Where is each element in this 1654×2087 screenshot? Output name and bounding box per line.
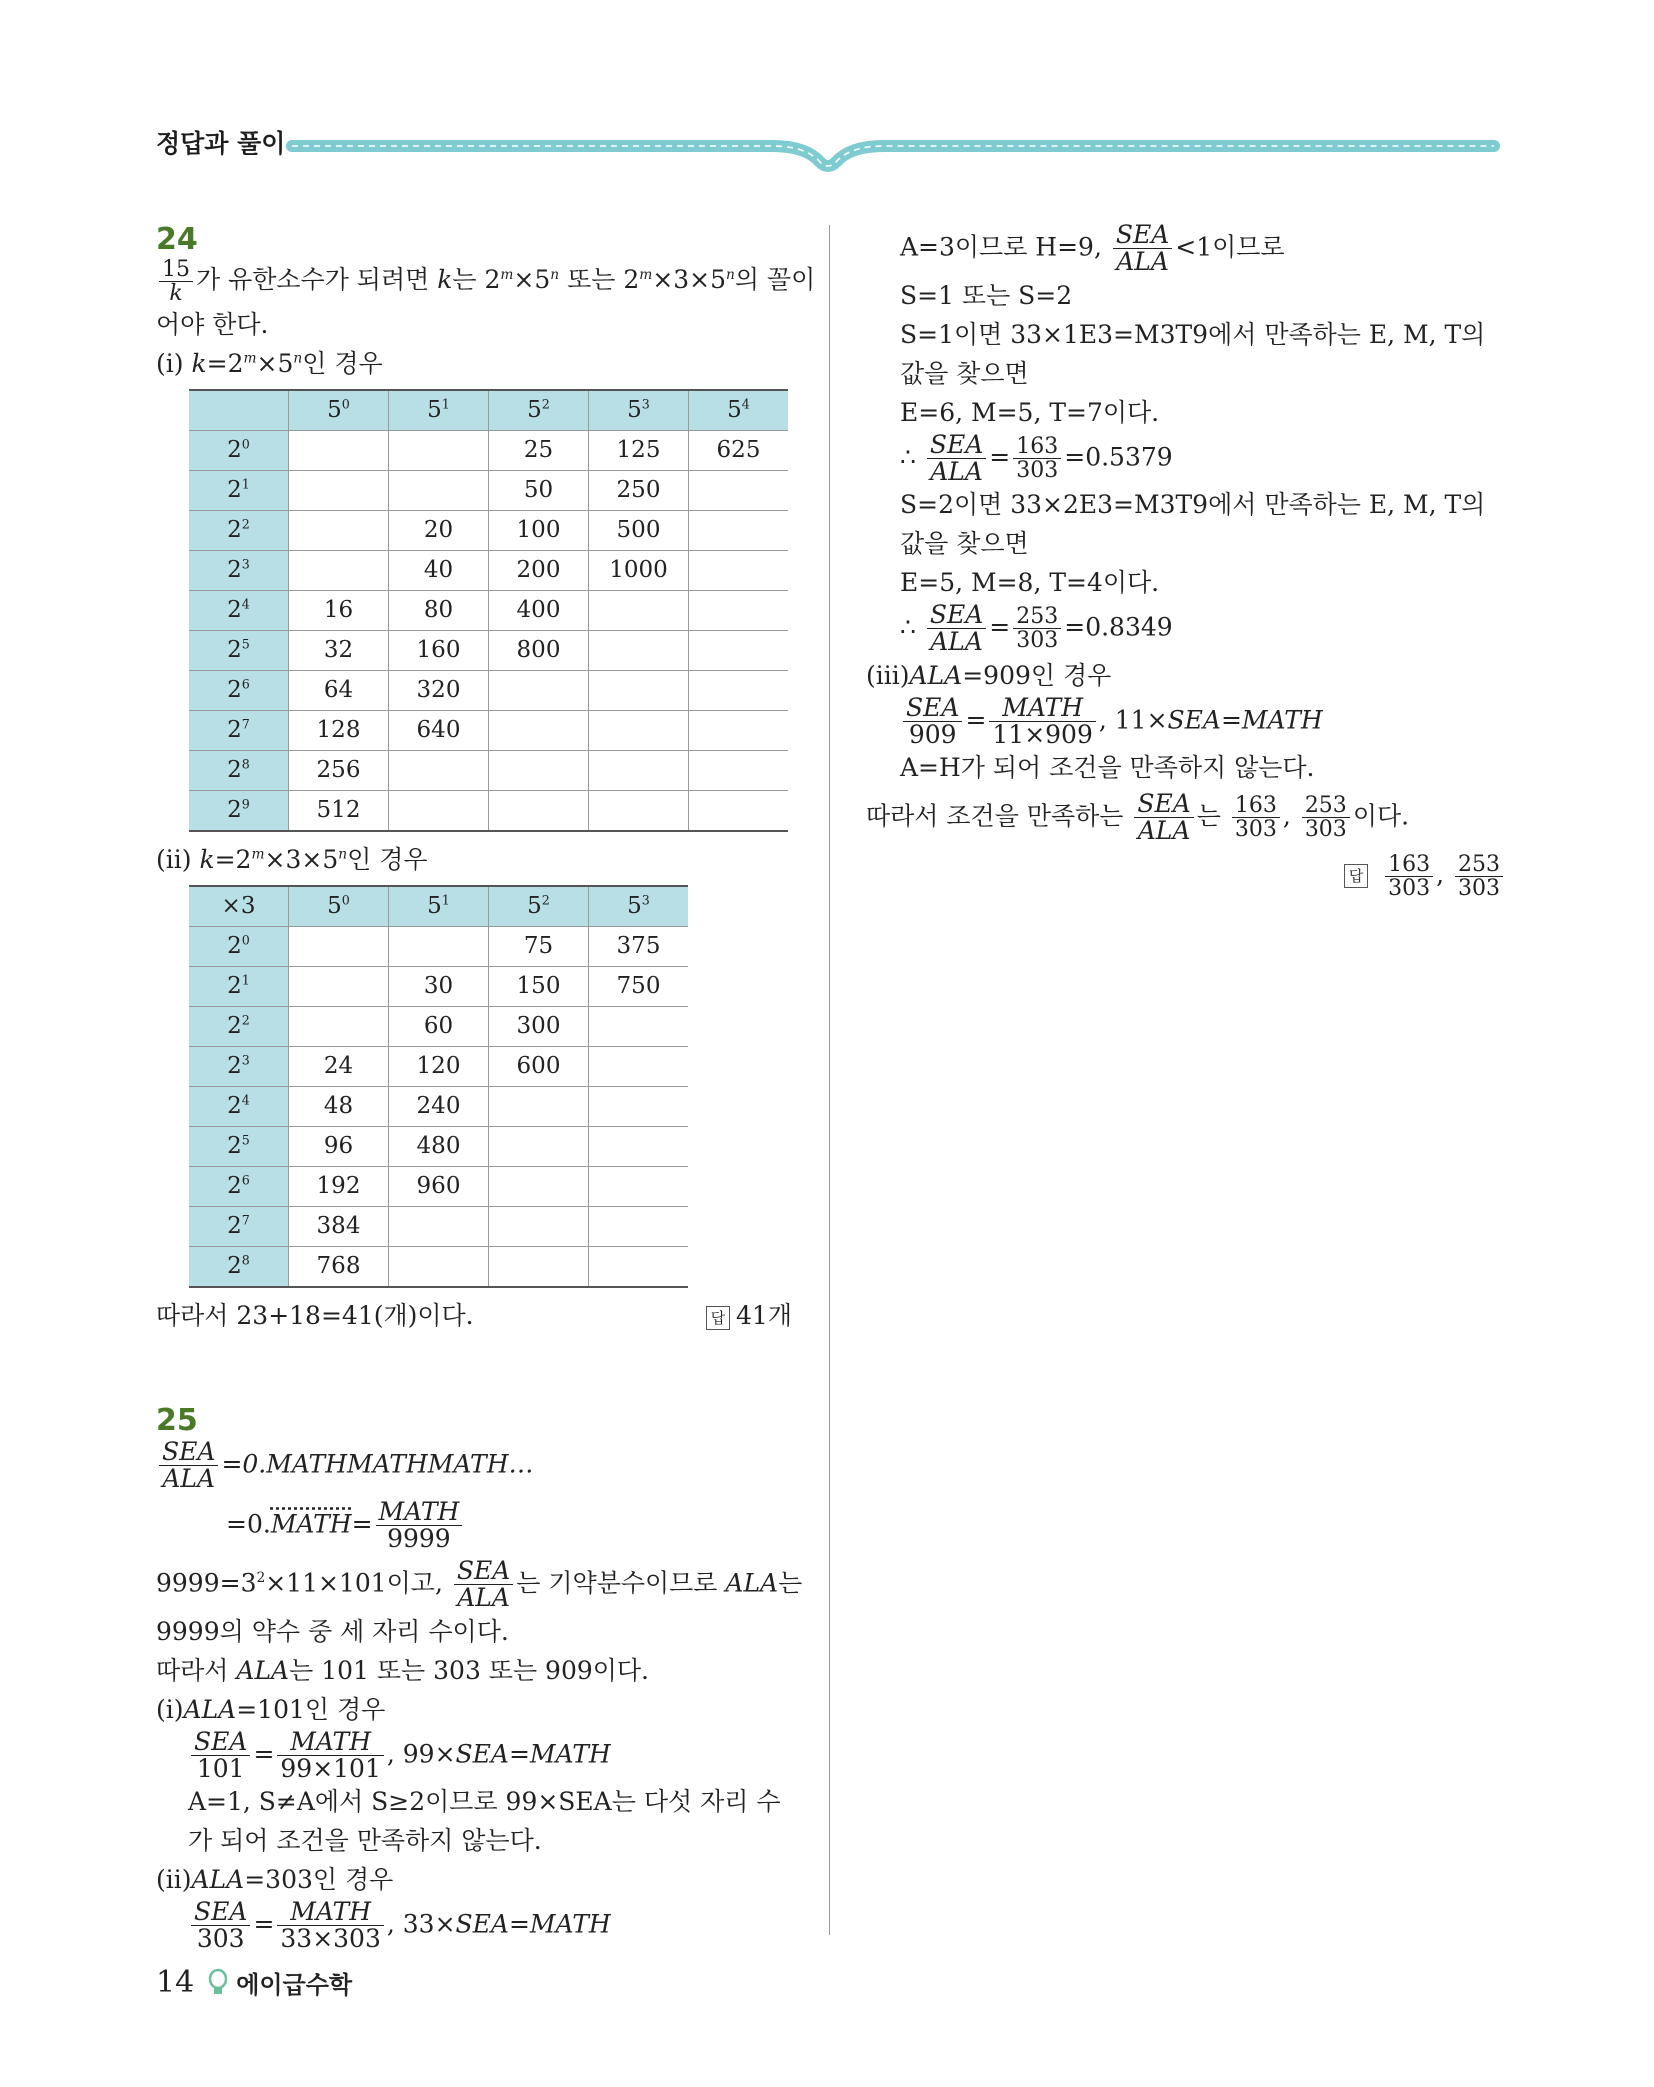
table-row <box>189 1047 688 1087</box>
table-cell <box>589 1207 689 1247</box>
q25-answer: 답 $\frac{163}{303}$ , $\frac{253}{303}$ <box>866 853 1506 900</box>
header-ribbon <box>0 120 1654 180</box>
table-cell <box>589 671 689 711</box>
table-cell: 128 <box>289 711 389 751</box>
q24-case1-heading: (ⅰ) $k=2^m\times 5^n$인 경우 <box>156 349 383 379</box>
table-cell <box>689 551 789 591</box>
table-cell: 768 <box>289 1247 389 1288</box>
table-row <box>189 551 788 591</box>
table-cell <box>489 1207 589 1247</box>
table-cell <box>589 1247 689 1288</box>
table-row-header: $2^6$ <box>189 1167 289 1207</box>
q25-line5: 따라서 ALA는 101 또는 303 또는 909이다. <box>156 1655 650 1685</box>
table-cell <box>289 431 389 471</box>
table-cell: 250 <box>589 471 689 511</box>
q24-case2-heading: (ⅱ) $k=2^m\times 3\times 5^n$인 경우 <box>156 845 428 875</box>
table-cell: 375 <box>589 927 689 967</box>
q25-eq1: $\frac{\text{SEA}}{\text{ALA}}$ =0.MATHMATHMATH… <box>156 1439 792 1493</box>
table-cell <box>689 591 789 631</box>
q24-table-case2 <box>189 885 688 1288</box>
q24-intro-line1: $\frac{15}{k}$ 가 유한소수가 되려면 k는 $2^m\times 5^n$ 또는 $2^m\times 3\times 5^n$의 꼴이 <box>156 258 792 305</box>
r-line10: ∴ $\frac{\text{SEA}}{\text{ALA}}$ = $\frac{253}{303}$ =0.8349 <box>900 600 1173 657</box>
q25-case1-line3: A=1, S≠A에서 S≥2이므로 99×SEA는 다섯 자리 수 <box>188 1787 781 1817</box>
r-line4: 값을 찾으면 <box>900 358 1029 388</box>
table-row-header: $2^0$ <box>189 431 289 471</box>
table-cell: 50 <box>489 471 589 511</box>
r-line3: S=1이면 33×1E3=M3T9에서 만족하는 E, M, T의 <box>900 319 1486 349</box>
table-cell <box>389 1207 489 1247</box>
r-line7: S=2이면 33×2E3=M3T9에서 만족하는 E, M, T의 <box>900 490 1486 519</box>
table-cell <box>689 631 789 671</box>
table-col-header: $5^2$ <box>489 390 589 431</box>
table-header-row <box>189 886 688 927</box>
table-row-header: $2^0$ <box>189 927 289 967</box>
table-cell: 25 <box>489 431 589 471</box>
table-row <box>189 927 688 967</box>
table-row-header: $2^4$ <box>189 591 289 631</box>
table-cell <box>589 1007 689 1047</box>
answer-mark-icon: 답 <box>706 1306 730 1330</box>
table-cell <box>289 927 389 967</box>
table-cell: 512 <box>289 791 389 832</box>
table-corner-cell: ×3 <box>189 886 289 927</box>
lightbulb-icon <box>208 1968 228 1998</box>
r-case3-heading: (ⅲ)ALA=909인 경우 <box>866 660 1112 690</box>
table-row <box>189 671 788 711</box>
table-cell <box>689 711 789 751</box>
table-row-header: $2^5$ <box>189 1127 289 1167</box>
table-cell: 30 <box>389 967 489 1007</box>
table-row <box>189 431 788 471</box>
answer-mark-icon: 답 <box>1344 864 1368 888</box>
r-line9: E=5, M=8, T=4이다. <box>900 568 1160 597</box>
table-cell <box>389 471 489 511</box>
table-cell <box>589 1167 689 1207</box>
table-row <box>189 1087 688 1127</box>
table-cell <box>389 751 489 791</box>
table-cell <box>289 551 389 591</box>
table-cell <box>689 671 789 711</box>
table-corner-cell <box>189 390 289 431</box>
table-row <box>189 1167 688 1207</box>
table-cell <box>489 1127 589 1167</box>
table-cell: 125 <box>589 431 689 471</box>
table-cell: 48 <box>289 1087 389 1127</box>
right-column <box>866 222 1506 900</box>
table-header-row <box>189 390 788 431</box>
table-row <box>189 1207 688 1247</box>
table-cell: 80 <box>389 591 489 631</box>
q25-case2-heading: (ⅱ)ALA=303인 경우 <box>156 1865 394 1895</box>
brand-logo-text: 에이급수학 <box>236 1971 353 1999</box>
r-line6: ∴ $\frac{\text{SEA}}{\text{ALA}}$ = $\frac{163}{303}$ =0.5379 <box>900 429 1173 486</box>
table-cell <box>389 927 489 967</box>
r-line13: 따라서 조건을 만족하는 $\frac{\text{SEA}}{\text{ALA}}$ 는 $\frac{163}{303}$ , $\frac{253}{303}$ 이다. <box>866 789 1410 846</box>
table-cell <box>689 751 789 791</box>
table-col-header: $5^1$ <box>389 886 489 927</box>
table-cell: 192 <box>289 1167 389 1207</box>
table-row <box>189 1127 688 1167</box>
question-number-25: 25 <box>156 1403 198 1439</box>
table-col-header: $5^0$ <box>289 390 389 431</box>
table-col-header: $5^2$ <box>489 886 589 927</box>
table-cell: 1000 <box>589 551 689 591</box>
table-row-header: $2^3$ <box>189 1047 289 1087</box>
r-line1: A=3이므로 H=9, $\frac{\text{SEA}}{\text{ALA}}$ <1이므로 <box>900 220 1285 277</box>
table-col-header: $5^4$ <box>689 390 789 431</box>
table-cell: 32 <box>289 631 389 671</box>
table-cell <box>589 1127 689 1167</box>
table-cell <box>489 751 589 791</box>
table-cell <box>589 711 689 751</box>
table-cell <box>589 1087 689 1127</box>
page-header-title: 정답과 풀이 <box>156 129 286 158</box>
table-cell: 64 <box>289 671 389 711</box>
fraction-15-over-k: $\frac{15}{k}$ <box>159 258 193 305</box>
table-row <box>189 967 688 1007</box>
left-column <box>156 222 816 1954</box>
table-cell <box>589 631 689 671</box>
r-line2: S=1 또는 S=2 <box>900 280 1073 310</box>
table-row-header: $2^3$ <box>189 551 289 591</box>
table-row-header: $2^1$ <box>189 967 289 1007</box>
table-cell: 600 <box>489 1047 589 1087</box>
table-cell: 320 <box>389 671 489 711</box>
table-cell <box>389 791 489 832</box>
table-cell <box>689 471 789 511</box>
r-line8: 값을 찾으면 <box>900 529 1029 558</box>
table-row-header: $2^8$ <box>189 1247 289 1288</box>
table-cell <box>489 1087 589 1127</box>
table-cell: 200 <box>489 551 589 591</box>
q25-case1-heading: (ⅰ)ALA=101인 경우 <box>156 1694 386 1724</box>
r-line5: E=6, M=5, T=7이다. <box>900 397 1160 427</box>
table-cell <box>289 471 389 511</box>
table-row <box>189 591 788 631</box>
table-col-header: $5^3$ <box>589 390 689 431</box>
table-cell <box>489 671 589 711</box>
table-col-header: $5^1$ <box>389 390 489 431</box>
table-cell <box>489 711 589 751</box>
table-row-header: $2^5$ <box>189 631 289 671</box>
q25-case2-eq: $\frac{\text{SEA}}{303}$ = $\frac{\text{MATH}}{33\times 303}$ , 33×SEA=MATH <box>156 1899 792 1953</box>
table-cell: 100 <box>489 511 589 551</box>
table-row-header: $2^7$ <box>189 711 289 751</box>
table-cell: 384 <box>289 1207 389 1247</box>
table-row <box>189 1247 688 1288</box>
q25-case1-line4: 가 되어 조건을 만족하지 않는다. <box>188 1826 542 1856</box>
table-cell <box>589 791 689 832</box>
table-cell: 500 <box>589 511 689 551</box>
table-cell <box>389 1247 489 1288</box>
table-cell: 640 <box>389 711 489 751</box>
r-case3-eq: $\frac{\text{SEA}}{909}$ = $\frac{\text{MATH}}{11\times 909}$ , 11×SEA=MATH <box>866 695 1506 749</box>
table-cell: 160 <box>389 631 489 671</box>
page-number: 14 <box>156 1965 195 2000</box>
table-row <box>189 471 788 511</box>
table-row-header: $2^9$ <box>189 791 289 832</box>
q24-intro-line2: 어야 한다. <box>156 310 269 340</box>
q25-line4: 9999의 약수 중 세 자리 수이다. <box>156 1616 509 1646</box>
table-cell: 60 <box>389 1007 489 1047</box>
table-cell: 960 <box>389 1167 489 1207</box>
table-row-header: $2^4$ <box>189 1087 289 1127</box>
table-row-header: $2^7$ <box>189 1207 289 1247</box>
table-cell <box>389 431 489 471</box>
table-cell <box>689 791 789 832</box>
table-row <box>189 791 788 832</box>
q25-eq2: =0.MATH= $\frac{\text{MATH}}{9999}$ <box>156 1499 792 1553</box>
table-cell <box>589 751 689 791</box>
table-cell <box>289 511 389 551</box>
table-row <box>189 751 788 791</box>
table-cell: 40 <box>389 551 489 591</box>
table-row-header: $2^2$ <box>189 511 289 551</box>
table-col-header: $5^0$ <box>289 886 389 927</box>
table-cell <box>589 591 689 631</box>
table-cell: 800 <box>489 631 589 671</box>
table-cell <box>289 1007 389 1047</box>
table-cell: 20 <box>389 511 489 551</box>
table-row-header: $2^8$ <box>189 751 289 791</box>
table-cell <box>489 1247 589 1288</box>
r-line12: A=H가 되어 조건을 만족하지 않는다. <box>900 753 1315 782</box>
table-cell: 256 <box>289 751 389 791</box>
table-cell: 75 <box>489 927 589 967</box>
table-cell <box>589 1047 689 1087</box>
table-row-header: $2^1$ <box>189 471 289 511</box>
page-footer <box>156 1965 352 2000</box>
table-row <box>189 631 788 671</box>
table-cell: 750 <box>589 967 689 1007</box>
table-row <box>189 711 788 751</box>
q24-table-case1 <box>189 389 788 832</box>
q24-conclusion: 따라서 23+18=41(개)이다. 답 41개 <box>156 1296 792 1335</box>
table-row <box>189 511 788 551</box>
table-cell: 16 <box>289 591 389 631</box>
column-divider <box>829 225 830 1935</box>
table-row-header: $2^2$ <box>189 1007 289 1047</box>
table-cell: 150 <box>489 967 589 1007</box>
table-cell: 120 <box>389 1047 489 1087</box>
table-cell: 300 <box>489 1007 589 1047</box>
table-cell: 24 <box>289 1047 389 1087</box>
table-cell <box>489 791 589 832</box>
table-cell: 625 <box>689 431 789 471</box>
table-row <box>189 1007 688 1047</box>
table-row-header: $2^6$ <box>189 671 289 711</box>
table-cell: 96 <box>289 1127 389 1167</box>
table-cell: 480 <box>389 1127 489 1167</box>
table-cell: 400 <box>489 591 589 631</box>
question-number-24: 24 <box>156 222 198 257</box>
table-cell: 240 <box>389 1087 489 1127</box>
table-cell <box>689 511 789 551</box>
table-col-header: $5^3$ <box>589 886 689 927</box>
q25-line3: $9999=3^2\times 11\times 101$이고, $\frac{\text{SEA}}{\text{ALA}}$ 는 기약분수이므로 ALA는 <box>156 1556 803 1613</box>
q24-answer: 답 41개 <box>706 1296 792 1335</box>
table-cell <box>489 1167 589 1207</box>
q25-case1-eq: $\frac{\text{SEA}}{101}$ = $\frac{\text{MATH}}{99\times 101}$ , 99×SEA=MATH <box>156 1729 792 1783</box>
table-cell <box>289 967 389 1007</box>
